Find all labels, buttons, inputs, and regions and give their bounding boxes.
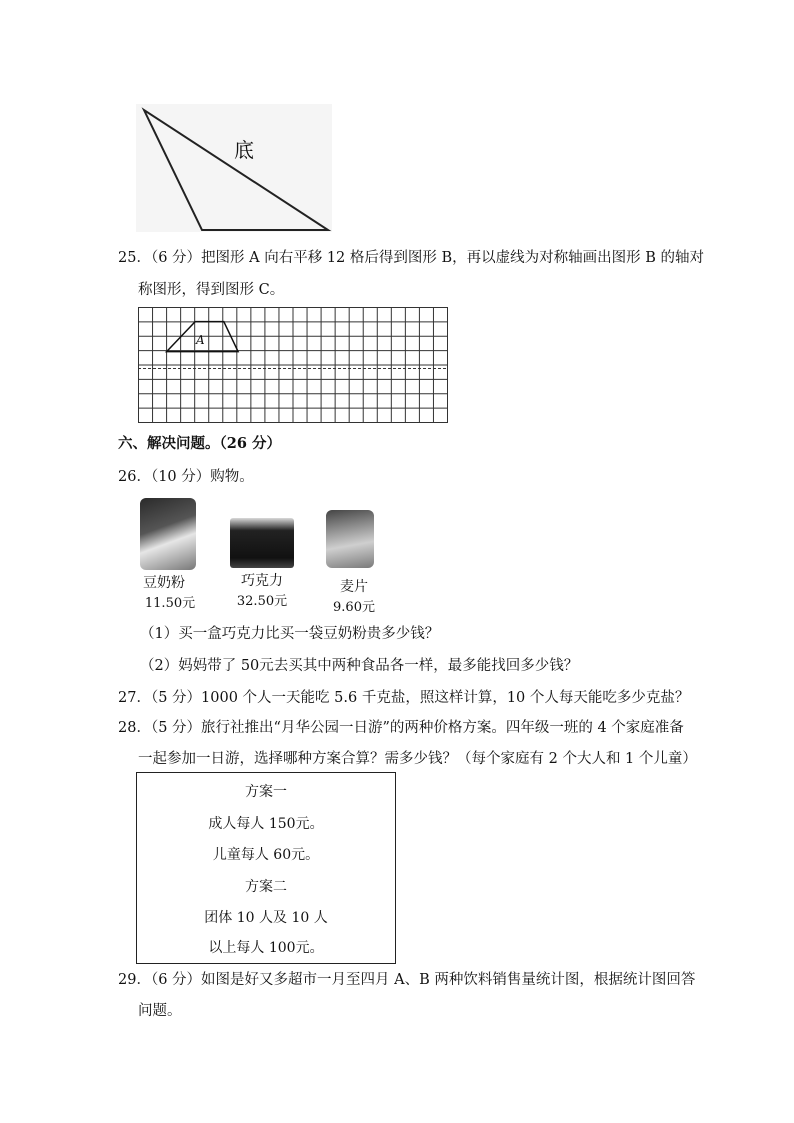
- q25-line1: 25．（6 分）把图形 A 向右平移 12 格后得到图形 B，再以虚线为对称轴画出图形 B 的轴对: [118, 250, 705, 266]
- triangle-drawing: [136, 104, 332, 232]
- plan-line-6: 以上每人 100元。: [208, 940, 324, 956]
- triangle-base-label: 底: [234, 138, 254, 162]
- oats-image: [326, 510, 374, 568]
- food-name-soymilk: 豆奶粉: [143, 575, 185, 591]
- q29-line1: 29．（6 分）如图是好又多超市一月至四月 A、B 两种饮料销售量统计图，根据统计图回答: [118, 972, 696, 988]
- food-name-chocolate: 巧克力: [241, 573, 283, 589]
- plan-line-5: 团体 10 人及 10 人: [204, 910, 328, 926]
- food-price-chocolate: 32.50元: [236, 594, 288, 609]
- triangle-figure: [136, 104, 332, 232]
- food-item-chocolate: [222, 518, 302, 609]
- food-item-soymilk: [132, 498, 212, 611]
- q26-sub1: （1）买一盒巧克力比买一袋豆奶粉贵多少钱？: [140, 626, 440, 642]
- q28-line1: 28．（5 分）旅行社推出“月华公园一日游”的两种价格方案。四年级一班的 4 个家庭准备: [118, 720, 684, 736]
- shape-a-label: A: [196, 333, 205, 347]
- q27-text: 27．（5 分）1000 个人一天能吃 5.6 千克盐，照这样计算，10 个人每天能吃多少克盐？: [118, 690, 690, 706]
- q29-line2: 问题。: [138, 1003, 182, 1019]
- food-item-oats: [314, 510, 394, 615]
- plan-line-3: 儿童每人 60元。: [212, 847, 320, 863]
- food-name-oats: 麦片: [340, 579, 368, 595]
- section6-title: 六、解决问题。（26 分）: [118, 435, 281, 452]
- plan-line-1: 方案一: [245, 784, 287, 800]
- price-plan-box: [136, 772, 396, 964]
- grid-figure: [138, 307, 448, 423]
- grid-svg: [138, 307, 448, 423]
- chocolate-image: [230, 518, 294, 568]
- q28-line2: 一起参加一日游，选择哪种方案合算？需多少钱？（每个家庭有 2 个大人和 1 个儿童）: [138, 751, 697, 767]
- q26-title: 26．（10 分）购物。: [118, 469, 254, 485]
- plan-line-2: 成人每人 150元。: [208, 816, 324, 832]
- food-price-oats: 9.60元: [333, 600, 375, 615]
- food-price-soymilk: 11.50元: [144, 596, 196, 611]
- q26-sub2: （2）妈妈带了 50元去买其中两种食品各一样，最多能找回多少钱？: [140, 658, 579, 674]
- q25-line2: 称图形，得到图形 C。: [138, 282, 285, 298]
- plan-line-4: 方案二: [245, 879, 287, 895]
- soymilk-image: [140, 498, 196, 570]
